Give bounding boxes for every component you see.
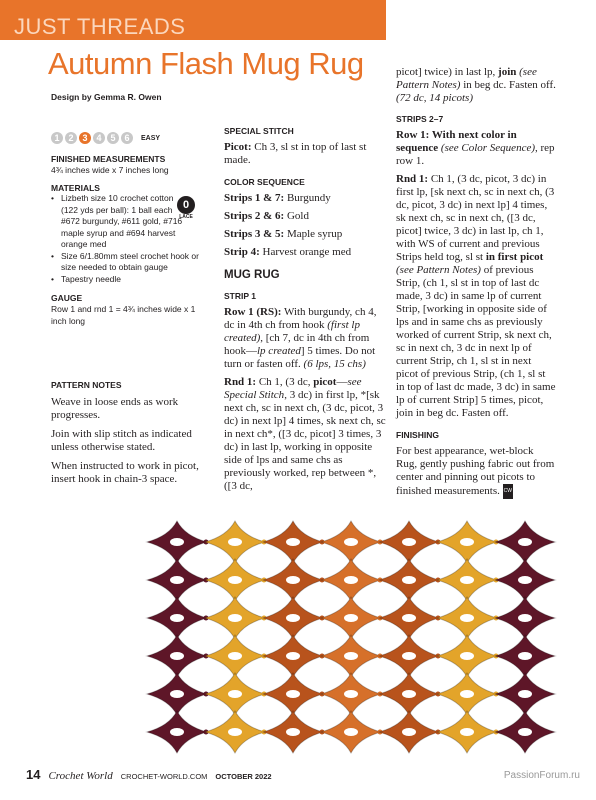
pattern-note: Weave in loose ends as work progresses. [51,396,179,421]
strips-row1: Row 1: With next color in sequence (see Color Sequence), rep row 1. [396,129,555,167]
pattern-note: Join with slip stitch as indicated unless otherwise stated. [51,428,192,453]
page-number: 14 [26,767,41,782]
strip1-row1: Row 1 (RS): With burgundy, ch 4, dc in 4th ch from hook (first lp created), [ch 7, dc in 4th ch from hook—lp created] 5 times. Do not turn or fasten off. (6 lps, 15 chs) [224,306,377,370]
crochet-hole [170,538,184,546]
crochet-hole [286,690,300,698]
yarn-weight-symbol: 0 [177,196,195,214]
skill-level-label: EASY [141,134,161,142]
crochet-hole [228,728,242,736]
crochet-hole [518,614,532,622]
skill-dot: 5 [107,132,119,144]
skill-dot: 6 [121,132,133,144]
lace-label: LACE [179,214,193,220]
color-sequence-item: Strips 2 & 6: Gold [224,210,309,222]
mug-rug-heading: MUG RUG [224,269,280,281]
skill-dot: 2 [65,132,77,144]
color-sequence-item: Strips 1 & 7: Burgundy [224,192,331,204]
gauge-text: Row 1 and rnd 1 = 4¾ inches wide x 1 inch long [51,304,196,326]
materials-item: • Tapestry needle [51,274,209,286]
color-sequence-heading: COLOR SEQUENCE [224,177,305,187]
color-sequence-item: Strip 4: Harvest orange med [224,246,352,258]
lace-weight-icon [176,196,196,220]
skill-dot-active: 3 [79,132,91,144]
page-title: Autumn Flash Mug Rug [48,46,364,81]
strip1-rnd1-continued: picot] twice) in last lp, join (see Pattern Notes) in beg dc. Fasten off. (72 dc, 14 picots) [396,66,556,104]
skill-dot: 4 [93,132,105,144]
website: CROCHET-WORLD.COM [120,772,208,781]
crochet-hole [460,690,474,698]
cw-end-mark: CW [503,484,513,499]
pattern-notes [51,380,211,486]
crochet-hole [344,652,358,660]
crochet-hole [518,576,532,584]
special-stitch-heading: SPECIAL STITCH [224,126,294,136]
section-tag: JUST THREADS [14,14,186,39]
crochet-hole [402,690,416,698]
gauge-heading: GAUGE [51,293,83,303]
crochet-hole [460,538,474,546]
strip1-heading: STRIP 1 [224,291,256,301]
crochet-hole [286,614,300,622]
skill-level [51,130,209,146]
crochet-hole [170,690,184,698]
crochet-hole [170,576,184,584]
crochet-hole [228,690,242,698]
crochet-hole [228,652,242,660]
skill-dot: 1 [51,132,63,144]
crochet-hole [228,576,242,584]
info-column [51,130,209,327]
materials-item: • Size 6/1.80mm steel crochet hook or size needed to obtain gauge [51,251,209,274]
crochet-hole [344,690,358,698]
finishing-text: For best appearance, wet-block Rug, gently pushing fabric out from center and pinning out picots to finished measurements. CW [396,445,555,498]
finishing-heading: FINISHING [396,430,439,440]
pattern-notes-heading: PATTERN NOTES [51,380,122,390]
crochet-hole [402,728,416,736]
crochet-hole [402,614,416,622]
crochet-hole [518,538,532,546]
pattern-note: When instructed to work in picot, insert hook in chain-3 space. [51,460,199,485]
crochet-hole [460,728,474,736]
crochet-hole [228,538,242,546]
magazine-name: Crochet World [48,770,113,782]
special-stitch-text: Picot: Ch 3, sl st in top of last st made. [224,141,367,166]
crochet-hole [286,728,300,736]
crochet-hole [344,728,358,736]
crochet-hole [460,576,474,584]
issue-date: OCTOBER 2022 [215,772,272,781]
instructions-column [224,126,386,493]
finished-heading: FINISHED MEASUREMENTS [51,154,166,164]
crochet-hole [344,576,358,584]
crochet-hole [286,538,300,546]
strip1-rnd1: Rnd 1: Ch 1, (3 dc, picot—see Special Stitch, 3 dc) in first lp, *[sk next ch, sc in next ch, (3 dc, picot, 3 dc) in next lp] 4 times, sk next ch, sc in next ch*, ([3 dc, picot] 3 times, 3 dc) in last lp, working in opposite side of lps and same chs as previously worked, rep between *, ([3 dc, [224,376,386,492]
finished-text: 4¾ inches wide x 7 inches long [51,165,169,175]
crochet-hole [402,576,416,584]
page-footer [26,766,272,784]
crochet-hole [402,652,416,660]
color-sequence-item: Strips 3 & 5: Maple syrup [224,228,343,240]
crochet-hole [518,690,532,698]
mug-rug-photo [128,515,592,759]
crochet-hole [286,576,300,584]
instructions-column-right [396,66,556,499]
crochet-hole [402,538,416,546]
crochet-hole [286,652,300,660]
crochet-hole [228,614,242,622]
crochet-hole [170,614,184,622]
materials-item: • Lizbeth size 10 crochet cotton (122 yds per ball): 1 ball each #672 burgundy, #611 gold, #716 maple syrup and #694 harvest orange med [51,193,209,251]
crochet-hole [170,652,184,660]
strips-heading: STRIPS 2–7 [396,114,444,124]
watermark: PassionForum.ru [503,770,580,781]
crochet-hole [344,614,358,622]
crochet-hole [518,728,532,736]
crochet-hole [518,652,532,660]
materials-heading: MATERIALS [51,183,100,193]
crochet-hole [460,614,474,622]
byline: Design by Gemma R. Owen [51,92,162,102]
strips-rnd1: Rnd 1: Ch 1, (3 dc, picot, 3 dc) in first lp, [sk next ch, sc in next ch, (3 dc, picot, 3 dc) in next lp] 4 times, sk next ch, sc in next ch, ([3 dc, picot] twice, 3 dc) in last lp, ch 1, with WS of current and previous Strips held tog, sl st in first picot (see Pattern Notes) of previous Strip, (ch 1, sl st in top of last dc made, 3 dc) in same lp of current Strip, [working in opposite side of lps and in same chs as previously worked of current Strip, sk next ch, sc in next ch, 3 dc in next lp of current Strip, ch 1, sl st in next picot of previous Strip, (ch 1, sl st in top of last dc made, 3 dc) in same lp of current Strip] 5 times, picot, join in beg dc. Fasten off. [396,173,556,419]
crochet-hole [170,728,184,736]
crochet-hole [344,538,358,546]
crochet-hole [460,652,474,660]
